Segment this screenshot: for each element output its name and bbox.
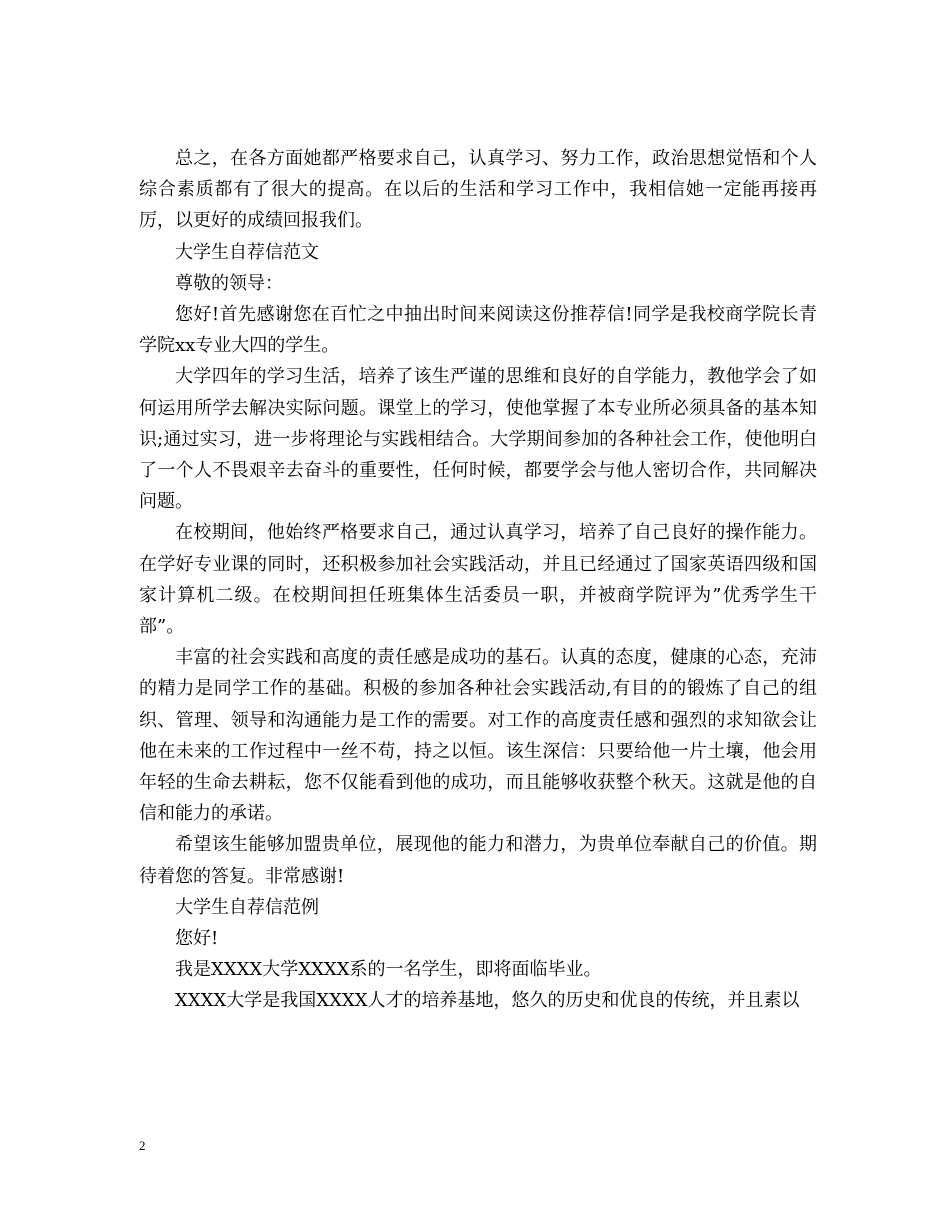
paragraph-university: XXXX大学是我国XXXX人才的培养基地，悠久的历史和优良的传统，并且素以 [175, 990, 800, 1012]
paragraph-greeting: 您好!首先感谢您在百忙之中抽出时间来阅读这份推荐信!同学是我校商学院长青学院xx专业大四的学生。 [139, 304, 817, 357]
greeting: 您好! [175, 928, 219, 950]
salutation: 尊敬的领导： [175, 272, 283, 294]
document-body [139, 143, 817, 1017]
paragraph-introduction: 我是XXXX大学XXXX系的一名学生，即将面临毕业。 [175, 959, 602, 981]
paragraph-campus-period: 在校期间，他始终严格要求自己，通过认真学习，培养了自己良好的操作能力。在学好专业课的同时，还积极参加社会实践活动，并且已经通过了国家英语四级和国家计算机二级。在校期间担任班集体生活委员一职，并被商学院评为”优秀学生干部”。 [139, 522, 817, 638]
section-heading-sample-example: 大学生自荐信范例 [175, 896, 319, 918]
section-heading-sample-letter: 大学生自荐信范文 [175, 241, 319, 263]
page-number: 2 [139, 1138, 146, 1153]
paragraph-study-life: 大学四年的学习生活，培养了该生严谨的思维和良好的自学能力，教他学会了如何运用所学去解决实际问题。课堂上的学习，使他掌握了本专业所必须具备的基本知识;通过实习，进一步将理论与实践相结合。大学期间参加的各种社会工作，使他明白了一个人不畏艰辛去奋斗的重要性，任何时候，都要学会与他人密切合作，共同解决问题。 [139, 366, 817, 513]
paragraph-conclusion: 总之，在各方面她都严格要求自己，认真学习、努力工作，政治思想觉悟和个人综合素质都有了很大的提高。在以后的生活和学习工作中，我相信她一定能再接再厉，以更好的成绩回报我们。 [139, 148, 817, 232]
paragraph-closing: 希望该生能够加盟贵单位，展现他的能力和潜力，为贵单位奉献自己的价值。期待着您的答复。非常感谢! [139, 834, 817, 887]
paragraph-social-practice: 丰富的社会实践和高度的责任感是成功的基石。认真的态度，健康的心态，充沛的精力是同学工作的基础。积极的参加各种社会实践活动,有目的的锻炼了自己的组织、管理、领导和沟通能力是工作的需要。对工作的高度责任感和强烈的求知欲会让他在未来的工作过程中一丝不苟，持之以恒。该生深信：只要给他一片土壤，他会用年轻的生命去耕耘，您不仅能看到他的成功，而且能够收获整个秋天。这就是他的自信和能力的承诺。 [139, 647, 817, 825]
